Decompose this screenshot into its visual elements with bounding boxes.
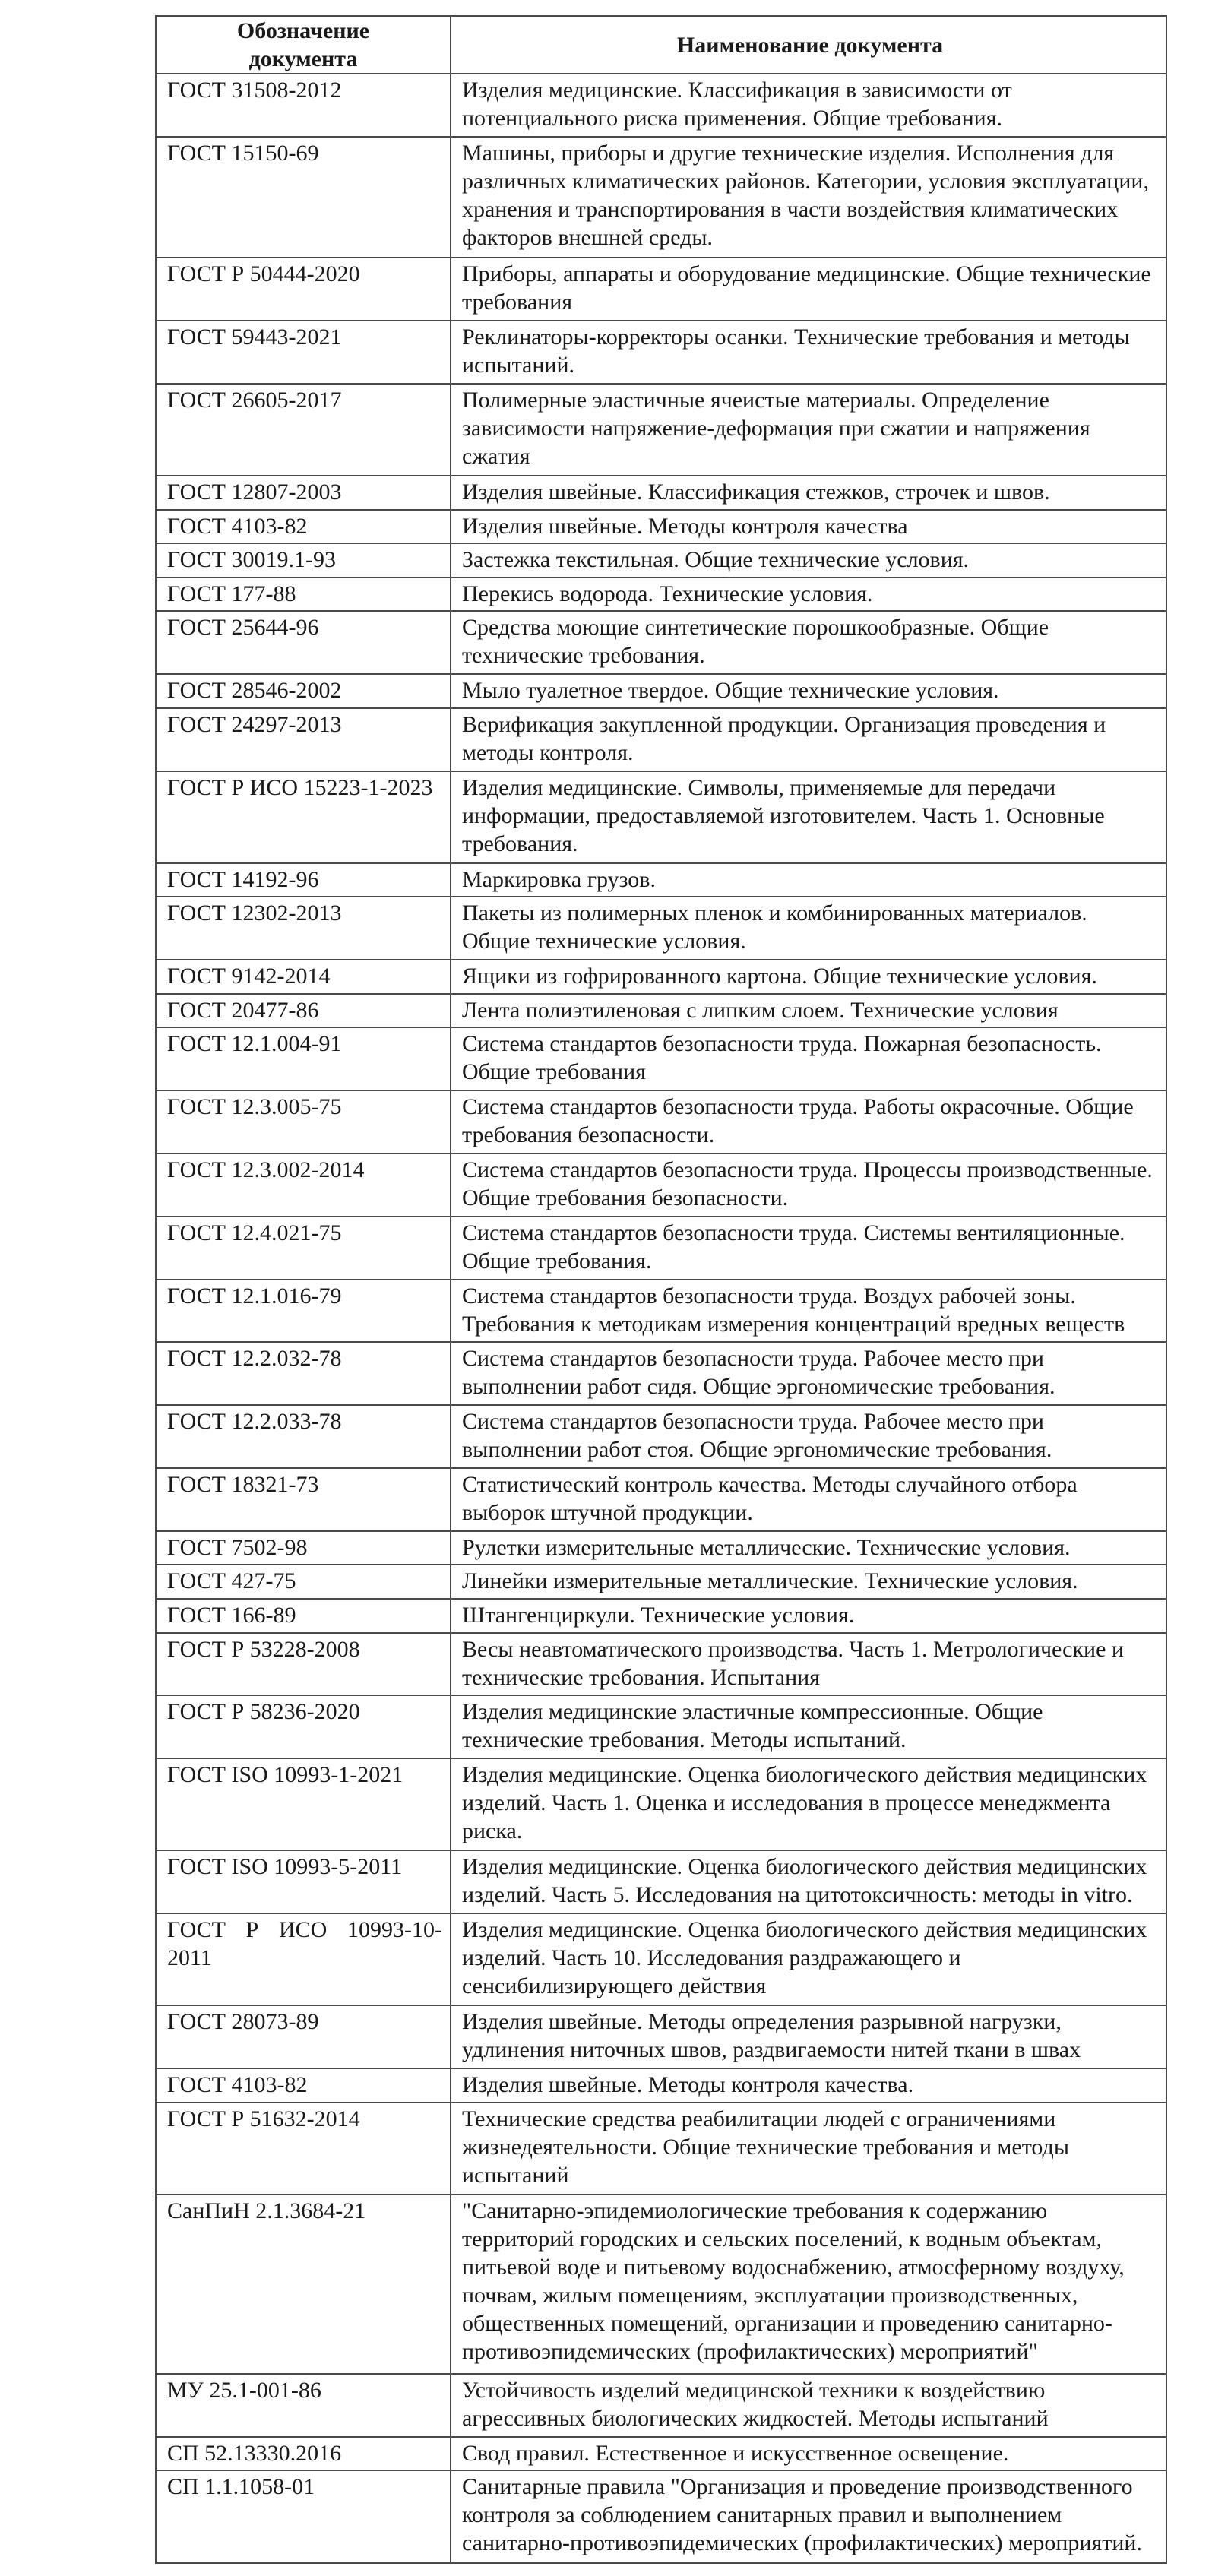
document-code: ГОСТ 427-75 [156,1565,451,1599]
table-row [156,1342,1166,1405]
document-name: Пакеты из полимерных пленок и комбинированных материалов. Общие технические условия. [451,897,1166,960]
table-row [156,1531,1166,1565]
table-row [156,2470,1166,2563]
document-name: Свод правил. Естественное и искусственное освещение. [451,2437,1166,2471]
document-name: Изделия швейные. Методы контроля качества [451,510,1166,544]
document-code: ГОСТ 166-89 [156,1599,451,1633]
document-name: Приборы, аппараты и оборудование медицинские. Общие технические требования [451,258,1166,321]
document-name: Линейки измерительные металлические. Технические условия. [451,1565,1166,1599]
table-row [156,510,1166,544]
table-row [156,1695,1166,1758]
document-name: "Санитарно-эпидемиологические требования к содержанию территорий городских и сельских поселений, к водным объектам, питьевой воде и питьевому водоснабжению, атмосферному воздуху, почвам, жилым помещениям, эксплуатации производственных, общественных помещений, организации и проведению санитарно-противоэпидемических (профилактических) мероприятий" [451,2195,1166,2374]
document-code: ГОСТ 12.3.002-2014 [156,1154,451,1217]
document-name: Изделия швейные. Классификация стежков, строчек и швов. [451,476,1166,510]
table-row [156,2103,1166,2195]
document-name: Ящики из гофрированного картона. Общие технические условия. [451,960,1166,994]
document-code: ГОСТ 12.2.032-78 [156,1342,451,1405]
header-code: Обозначение документа [156,16,451,74]
header-name: Наименование документа [451,16,1166,74]
document-code: ГОСТ 12.3.005-75 [156,1090,451,1154]
table-row [156,1090,1166,1154]
table-row [156,994,1166,1028]
document-code: ГОСТ 28546-2002 [156,674,451,708]
document-code: МУ 25.1-001-86 [156,2374,451,2437]
document-code: ГОСТ 59443-2021 [156,321,451,384]
document-code: ГОСТ 7502-98 [156,1531,451,1565]
table-row [156,1154,1166,1217]
document-code: ГОСТ 12807-2003 [156,476,451,510]
document-name: Верификация закупленной продукции. Организация проведения и методы контроля. [451,708,1166,771]
table-row [156,2068,1166,2103]
table-row [156,708,1166,771]
document-code: ГОСТ 30019.1-93 [156,543,451,578]
document-name: Система стандартов безопасности труда. Воздух рабочей зоны. Требования к методикам измерения концентраций вредных веществ [451,1280,1166,1343]
table-row [156,1468,1166,1531]
document-code: ГОСТ 12.1.016-79 [156,1280,451,1343]
document-code: ГОСТ 31508-2012 [156,74,451,137]
document-code: ГОСТ 15150-69 [156,137,451,258]
table-header [156,16,1166,74]
table-row [156,1217,1166,1280]
document-name: Изделия швейные. Методы определения разрывной нагрузки, удлинения ниточных швов, раздвигаемости нитей ткани в швах [451,2005,1166,2068]
document-code: СанПиН 2.1.3684-21 [156,2195,451,2374]
document-name: Изделия медицинские. Оценка биологического действия медицинских изделий. Часть 1. Оценка и исследования в процессе менеджмента риска. [451,1758,1166,1850]
document-name: Средства моющие синтетические порошкообразные. Общие технические требования. [451,611,1166,674]
document-name: Штангенциркули. Технические условия. [451,1599,1166,1633]
document-code: ГОСТ Р ИСО 10993-10-2011 [156,1913,451,2005]
document-name: Система стандартов безопасности труда. Рабочее место при выполнении работ сидя. Общие эргономические требования. [451,1342,1166,1405]
document-code: ГОСТ 4103-82 [156,510,451,544]
table-row [156,1565,1166,1599]
document-code: ГОСТ Р 53228-2008 [156,1633,451,1696]
document-code: ГОСТ Р 50444-2020 [156,258,451,321]
table-row [156,1633,1166,1696]
document-name: Изделия медицинские. Символы, применяемые для передачи информации, предоставляемой изготовителем. Часть 1. Основные требования. [451,771,1166,863]
document-name: Полимерные эластичные ячеистые материалы. Определение зависимости напряжение-деформация при сжатии и напряжения сжатия [451,384,1166,476]
table-row [156,1280,1166,1343]
table-row [156,2195,1166,2374]
document-name: Система стандартов безопасности труда. Рабочее место при выполнении работ стоя. Общие эргономические требования. [451,1405,1166,1468]
table-row [156,578,1166,612]
document-code: ГОСТ 25644-96 [156,611,451,674]
document-name: Маркировка грузов. [451,863,1166,897]
standards-table [155,15,1167,2564]
table-row [156,2437,1166,2471]
table-row [156,2005,1166,2068]
document-code: СП 52.13330.2016 [156,2437,451,2471]
document-code: ГОСТ 9142-2014 [156,960,451,994]
document-name: Изделия швейные. Методы контроля качества. [451,2068,1166,2103]
table-row [156,1850,1166,1913]
table-row [156,476,1166,510]
document-name: Машины, приборы и другие технические изделия. Исполнения для различных климатических районов. Категории, условия эксплуатации, хранения и транспортирования в части воздействия климатических факторов внешней среды. [451,137,1166,258]
document-name: Статистический контроль качества. Методы случайного отбора выборок штучной продукции. [451,1468,1166,1531]
document-name: Изделия медицинские. Оценка биологического действия медицинских изделий. Часть 10. Исследования раздражающего и сенсибилизирующего действия [451,1913,1166,2005]
document-code: ГОСТ 24297-2013 [156,708,451,771]
document-name: Технические средства реабилитации людей с ограничениями жизнедеятельности. Общие технические требования и методы испытаний [451,2103,1166,2195]
table-row [156,258,1166,321]
table-row [156,960,1166,994]
document-code: ГОСТ 18321-73 [156,1468,451,1531]
document-name: Мыло туалетное твердое. Общие технические условия. [451,674,1166,708]
table-row [156,1758,1166,1850]
document-name: Система стандартов безопасности труда. Пожарная безопасность. Общие требования [451,1027,1166,1090]
document-code: ГОСТ 177-88 [156,578,451,612]
table-body [156,74,1166,2563]
document-code: ГОСТ 26605-2017 [156,384,451,476]
table-row [156,2374,1166,2437]
document-code: ГОСТ 12.2.033-78 [156,1405,451,1468]
document-code: ГОСТ 12.1.004-91 [156,1027,451,1090]
document-code: ГОСТ 14192-96 [156,863,451,897]
document-code: ГОСТ ISO 10993-5-2011 [156,1850,451,1913]
table-row [156,74,1166,137]
table-row [156,863,1166,897]
table-row [156,1913,1166,2005]
document-name: Санитарные правила "Организация и проведение производственного контроля за соблюдением санитарных правил и выполнением санитарно-противоэпидемических (профилактических) мероприятий. [451,2470,1166,2563]
document-code: ГОСТ 12302-2013 [156,897,451,960]
document-name: Система стандартов безопасности труда. Работы окрасочные. Общие требования безопасности. [451,1090,1166,1154]
document-name: Изделия медицинские. Классификация в зависимости от потенциального риска применения. Общие требования. [451,74,1166,137]
document-code: ГОСТ 4103-82 [156,2068,451,2103]
table-row [156,897,1166,960]
document-code: СП 1.1.1058-01 [156,2470,451,2563]
table-row [156,1027,1166,1090]
document-name: Рулетки измерительные металлические. Технические условия. [451,1531,1166,1565]
document-name: Система стандартов безопасности труда. Процессы производственные. Общие требования безопасности. [451,1154,1166,1217]
table-row [156,321,1166,384]
table-row [156,137,1166,258]
table-row [156,674,1166,708]
document-name: Изделия медицинские эластичные компрессионные. Общие технические требования. Методы испытаний. [451,1695,1166,1758]
document-name: Система стандартов безопасности труда. Системы вентиляционные. Общие требования. [451,1217,1166,1280]
document-code: ГОСТ Р 51632-2014 [156,2103,451,2195]
header-row [156,16,1166,74]
table-row [156,1405,1166,1468]
table-row [156,384,1166,476]
table-row [156,771,1166,863]
document-code: ГОСТ Р 58236-2020 [156,1695,451,1758]
document-name: Устойчивость изделий медицинской техники к воздействию агрессивных биологических жидкостей. Методы испытаний [451,2374,1166,2437]
document-name: Изделия медицинские. Оценка биологического действия медицинских изделий. Часть 5. Исследования на цитотоксичность: методы in vitro. [451,1850,1166,1913]
table-row [156,1599,1166,1633]
document-code: ГОСТ 28073-89 [156,2005,451,2068]
table-row [156,611,1166,674]
document-name: Лента полиэтиленовая с липким слоем. Технические условия [451,994,1166,1028]
document-code: ГОСТ 20477-86 [156,994,451,1028]
document-code: ГОСТ 12.4.021-75 [156,1217,451,1280]
document-name: Застежка текстильная. Общие технические условия. [451,543,1166,578]
document-name: Перекись водорода. Технические условия. [451,578,1166,612]
document-code: ГОСТ ISO 10993-1-2021 [156,1758,451,1850]
document-name: Весы неавтоматического производства. Часть 1. Метрологические и технические требования. Испытания [451,1633,1166,1696]
document-code: ГОСТ Р ИСО 15223-1-2023 [156,771,451,863]
document-name: Реклинаторы-корректоры осанки. Технические требования и методы испытаний. [451,321,1166,384]
table-row [156,543,1166,578]
